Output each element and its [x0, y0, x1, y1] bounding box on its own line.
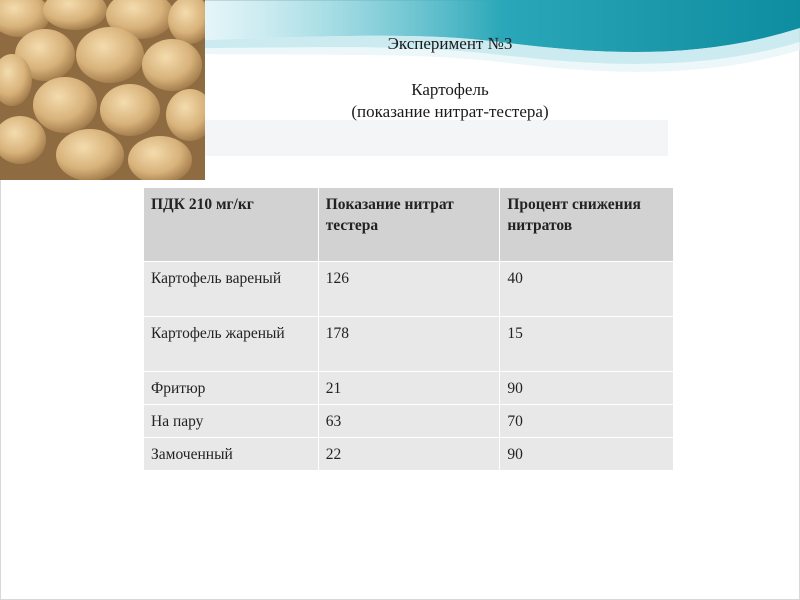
- table-cell: 21: [318, 372, 500, 405]
- header-cell-reduction: Процент снижения нитратов: [500, 188, 674, 262]
- table-cell: 90: [500, 372, 674, 405]
- table-header-row: [144, 188, 674, 262]
- table-row: [144, 317, 674, 372]
- table-cell: 70: [500, 405, 674, 438]
- table-cell: Картофель вареный: [144, 262, 319, 317]
- table-cell: 40: [500, 262, 674, 317]
- table-row: [144, 405, 674, 438]
- table-cell: 63: [318, 405, 500, 438]
- experiment-title: Эксперимент №3: [387, 34, 513, 53]
- table-cell: 126: [318, 262, 500, 317]
- table-row: [144, 438, 674, 471]
- table-cell: Фритюр: [144, 372, 319, 405]
- table-cell: 22: [318, 438, 500, 471]
- results-table: [143, 187, 674, 471]
- header-cell-limit: ПДК 210 мг/кг: [144, 188, 319, 262]
- table-cell: Замоченный: [144, 438, 319, 471]
- table-row: [144, 262, 674, 317]
- slide-title: [230, 33, 670, 123]
- title-highlight-box: [205, 120, 668, 156]
- table-row: [144, 372, 674, 405]
- potatoes-photo: [0, 0, 205, 180]
- table-cell: 178: [318, 317, 500, 372]
- subject-title: Картофель: [411, 80, 489, 99]
- table-cell: 15: [500, 317, 674, 372]
- table-cell: На пару: [144, 405, 319, 438]
- table-cell: 90: [500, 438, 674, 471]
- subtitle: (показание нитрат-тестера): [351, 102, 549, 121]
- table-cell: Картофель жареный: [144, 317, 319, 372]
- header-cell-reading: Показание нитрат тестера: [318, 188, 500, 262]
